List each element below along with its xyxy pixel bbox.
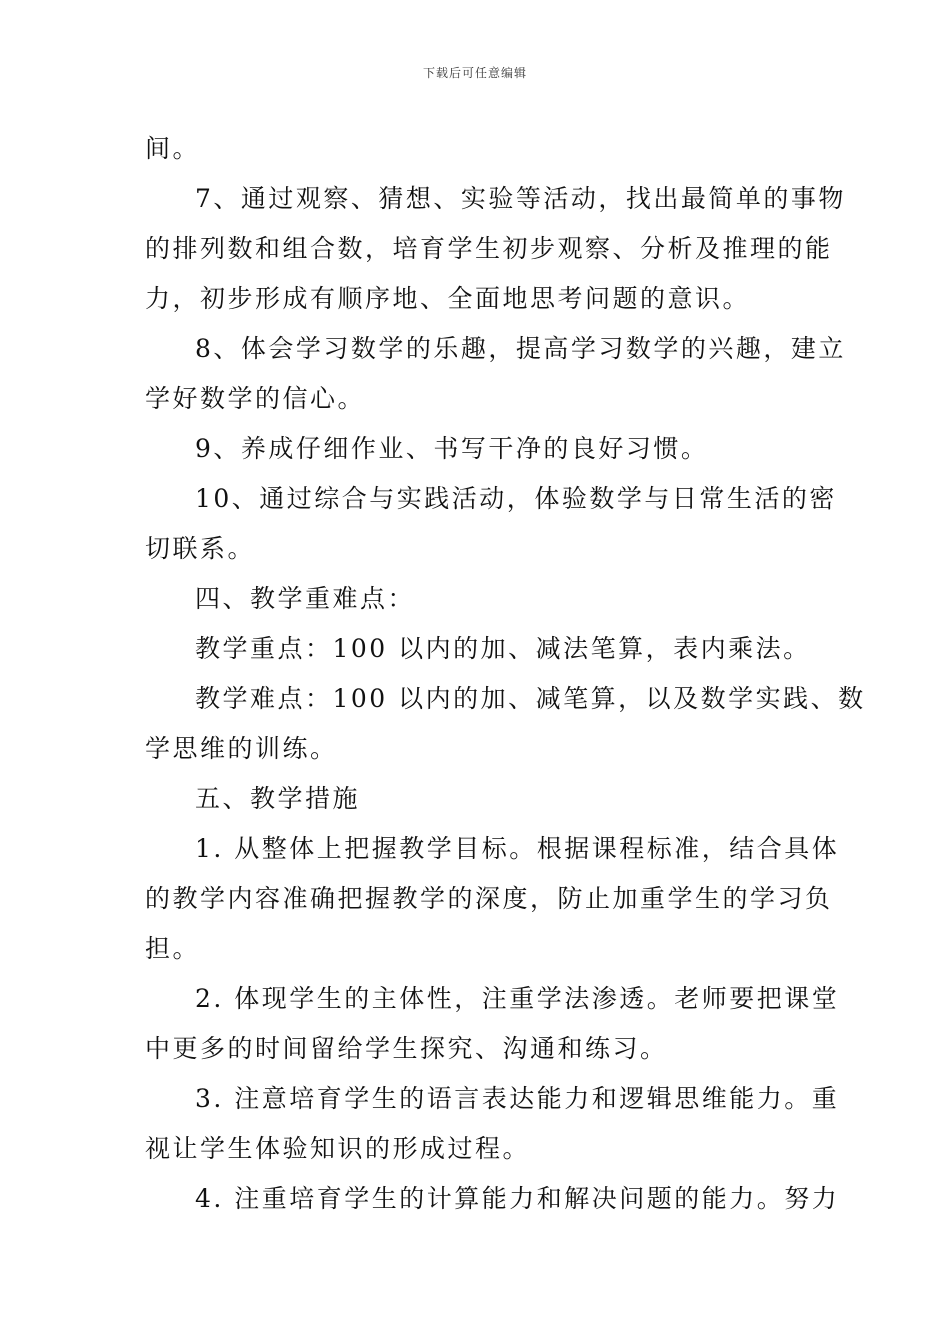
- paragraph-line: 2. 体现学生的主体性，注重学法渗透。老师要把课堂: [195, 984, 840, 1013]
- paragraph-line: 学好数学的信心。: [145, 384, 366, 413]
- paragraph-line: 视让学生体验知识的形成过程。: [145, 1134, 531, 1163]
- paragraph-line: 的排列数和组合数，培育学生初步观察、分析及推理的能: [145, 234, 833, 263]
- paragraph-line: 9、养成仔细作业、书写干净的良好习惯。: [195, 434, 709, 463]
- paragraph-line: 的教学内容准确把握教学的深度，防止加重学生的学习负: [145, 884, 833, 913]
- paragraph-line: 担。: [145, 934, 201, 963]
- paragraph-line: 3. 注意培育学生的语言表达能力和逻辑思维能力。重: [195, 1084, 840, 1113]
- paragraph-line: 切联系。: [145, 534, 256, 563]
- paragraph-line: 10、通过综合与实践活动，体验数学与日常生活的密: [195, 484, 837, 513]
- paragraph-line: 4. 注重培育学生的计算能力和解决问题的能力。努力: [195, 1184, 840, 1213]
- page-header: 下载后可任意编辑: [422, 66, 527, 80]
- paragraph-line: 学思维的训练。: [145, 734, 338, 763]
- paragraph-line: 教学难点：100 以内的加、减笔算，以及数学实践、数: [195, 684, 866, 713]
- document-body: [145, 124, 866, 1224]
- paragraph-line: 1. 从整体上把握教学目标。根据课程标准，结合具体: [195, 834, 840, 863]
- paragraph-line: 7、通过观察、猜想、实验等活动，找出最简单的事物: [195, 184, 846, 213]
- paragraph-line: 教学重点：100 以内的加、减法笔算，表内乘法。: [195, 634, 811, 663]
- section-heading: 五、教学措施: [195, 784, 361, 813]
- paragraph-line: 中更多的时间留给学生探究、沟通和练习。: [145, 1034, 668, 1063]
- section-heading: 四、教学重难点：: [195, 584, 416, 613]
- paragraph-line: 8、体会学习数学的乐趣，提高学习数学的兴趣，建立: [195, 334, 846, 363]
- paragraph-line: 力，初步形成有顺序地、全面地思考问题的意识。: [145, 284, 751, 313]
- paragraph-line: 间。: [145, 134, 201, 163]
